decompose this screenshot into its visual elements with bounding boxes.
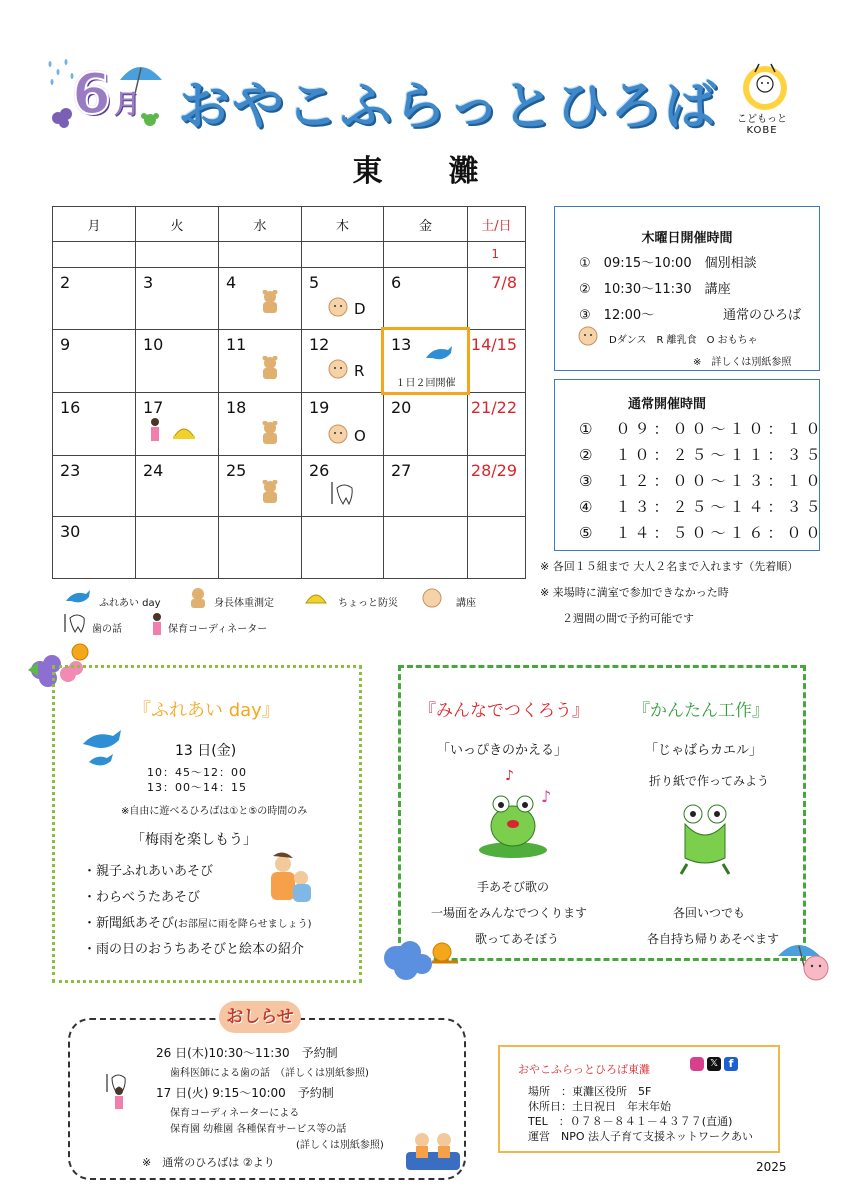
calendar-cell bbox=[53, 517, 136, 579]
svg-text:♪: ♪ bbox=[541, 787, 552, 806]
oshirase-footer: ※ 通常のひろばは ②より bbox=[142, 1156, 275, 1169]
fureai-heading: 『ふれあい day』 bbox=[133, 700, 280, 721]
legend-bousai: ちょっと防災 bbox=[338, 598, 398, 609]
calendar-cell bbox=[53, 330, 136, 393]
oshirase-badge bbox=[219, 1001, 301, 1033]
craft-section bbox=[398, 665, 806, 961]
calendar-cell bbox=[219, 456, 302, 517]
month-number: 6 bbox=[72, 62, 111, 127]
dolphin-icon bbox=[424, 344, 454, 364]
fureai-item-2: ・わらべうたあそび bbox=[83, 890, 201, 905]
bear-measure-icon bbox=[259, 421, 281, 445]
bear-measure-icon bbox=[259, 290, 281, 314]
page-title: おやこふらっとひろば bbox=[178, 77, 719, 137]
day-number: 5 bbox=[309, 273, 320, 292]
tsukuro-desc-2: 一場面をみんなでつくります bbox=[431, 906, 588, 920]
note-reserve: ２週間の間で予約可能です bbox=[562, 612, 694, 625]
day-number: 1 bbox=[491, 247, 499, 261]
fureai-time-1: 10：45～12：00 bbox=[147, 766, 247, 779]
day-number: 2 bbox=[60, 273, 71, 292]
tooth-icon bbox=[62, 612, 88, 634]
fureai-item-3: ・新聞紙あそび(お部屋に雨を降らせましょう) bbox=[83, 916, 312, 931]
instagram-icon[interactable] bbox=[690, 1057, 704, 1071]
tsukuro-song-title: 「いっぴきのかえる」 bbox=[437, 743, 568, 758]
event-letter: O bbox=[354, 427, 366, 445]
jabara-frog-icon bbox=[677, 802, 733, 876]
bear-measure-icon bbox=[188, 587, 208, 609]
calendar-cell bbox=[468, 330, 526, 393]
regular-box-title: 通常開催時間 bbox=[627, 397, 706, 412]
children-on-sofa-icon bbox=[404, 1126, 462, 1172]
thursday-hours-box bbox=[554, 206, 820, 371]
dolphin-icon bbox=[64, 589, 92, 607]
fureai-item-1: ・親子ふれあいあそび bbox=[83, 864, 214, 879]
day-number: 13 bbox=[391, 335, 412, 354]
pig-umbrella-icon bbox=[776, 938, 832, 990]
svg-text:♪: ♪ bbox=[505, 768, 514, 784]
calendar-table bbox=[52, 206, 526, 579]
note-full: ※ 来場時に満室で参加できなかった時 bbox=[540, 586, 729, 599]
legend-teeth: 歯の話 bbox=[92, 624, 122, 635]
info-org: 運営 NPO 法人子育て支援ネットワークあい bbox=[528, 1130, 754, 1143]
calendar-cell bbox=[136, 456, 219, 517]
info-tel: TEL ：０７８－８４１－４３７７(直通) bbox=[528, 1115, 733, 1128]
day-number: 4 bbox=[226, 273, 237, 292]
regular-hours-box bbox=[554, 379, 825, 551]
calendar-cell bbox=[302, 268, 384, 330]
calendar-cell bbox=[136, 330, 219, 393]
regular-line-5: ⑤ １４：５０～１６：００ bbox=[579, 524, 825, 542]
baby-kouza-icon bbox=[326, 423, 350, 445]
calendar-cell bbox=[384, 456, 468, 517]
day-number: 28/29 bbox=[470, 461, 517, 480]
day-number: 11 bbox=[226, 335, 247, 354]
calendar-cell bbox=[219, 517, 302, 579]
tooth-icon bbox=[328, 480, 356, 508]
info-title: おやこふらっとひろば東灘 bbox=[518, 1063, 650, 1076]
logo-text: こどもっと KOBE bbox=[737, 114, 787, 136]
singing-frog-icon bbox=[475, 766, 565, 862]
fureai-day-section bbox=[52, 665, 362, 983]
announcement-section bbox=[68, 1018, 466, 1180]
month-kanji: 月 bbox=[114, 90, 141, 120]
facility-info-box bbox=[498, 1045, 780, 1153]
facebook-icon[interactable]: f bbox=[724, 1057, 738, 1071]
calendar-cell bbox=[468, 268, 526, 330]
parent-child-icon bbox=[263, 850, 321, 908]
day-number: 20 bbox=[391, 398, 412, 417]
day-number: 26 bbox=[309, 461, 330, 480]
calendar-cell bbox=[53, 393, 136, 456]
fureai-time-2: 13：00～14：15 bbox=[147, 781, 247, 794]
calendar-cell bbox=[136, 242, 219, 268]
bousai-helmet-icon bbox=[172, 423, 196, 441]
info-place: 場所 ：東灘区役所 5F bbox=[528, 1085, 652, 1098]
bear-measure-icon bbox=[259, 480, 281, 504]
day-number: 7/8 bbox=[491, 273, 517, 292]
col-header-mon: 月 bbox=[53, 207, 136, 242]
kousaku-desc-1: 各回いつでも bbox=[673, 906, 746, 920]
calendar-cell bbox=[219, 393, 302, 456]
col-header-weekend: 土/日 bbox=[468, 207, 526, 242]
calendar-cell bbox=[384, 517, 468, 579]
bousai-helmet-icon bbox=[304, 589, 328, 607]
event-letter: R bbox=[354, 362, 365, 380]
thursday-detail-note: ※ 詳しくは別紙参照 bbox=[693, 357, 792, 368]
day-number: 19 bbox=[309, 398, 330, 417]
col-header-wed: 水 bbox=[219, 207, 302, 242]
calendar-cell bbox=[468, 456, 526, 517]
fureai-note: ※自由に遊べるひろばは①と⑤の時間のみ bbox=[121, 806, 308, 817]
kousaku-desc-2: 各自持ち帰りあそべます bbox=[647, 932, 780, 946]
thursday-legend: Dダンス R 離乳食 O おもちゃ bbox=[609, 335, 758, 346]
oshirase-item-1-date: 26 日(木)10:30～11:30 予約制 bbox=[156, 1046, 338, 1060]
legend-fureai: ふれあい day bbox=[99, 598, 161, 609]
day-number: 6 bbox=[391, 273, 402, 292]
page-subtitle: 東 灘 bbox=[352, 154, 497, 189]
baby-kouza-icon bbox=[326, 296, 350, 318]
day-number: 12 bbox=[309, 335, 330, 354]
kousaku-heading: 『かんたん工作』 bbox=[633, 701, 769, 721]
calendar-cell bbox=[219, 242, 302, 268]
coordinator-icon bbox=[148, 417, 162, 447]
col-header-tue: 火 bbox=[136, 207, 219, 242]
oshirase-item-1-desc: 歯科医師による歯の話 （詳しくは別紙参照) bbox=[170, 1068, 369, 1079]
calendar-cell bbox=[468, 242, 526, 268]
oshirase-item-2-desc-2: 保育園 幼稚園 各種保育サービス等の話 bbox=[170, 1124, 347, 1135]
bear-measure-icon bbox=[259, 356, 281, 380]
col-header-fri: 金 bbox=[384, 207, 468, 242]
tsukuro-desc-3: 歌ってあそぼう bbox=[475, 932, 560, 946]
calendar-cell bbox=[136, 268, 219, 330]
day-number: 27 bbox=[391, 461, 412, 480]
fureai-theme: 「梅雨を楽しもう」 bbox=[131, 832, 257, 848]
day-number: 16 bbox=[60, 398, 81, 417]
calendar-cell bbox=[302, 242, 384, 268]
calendar-cell bbox=[53, 242, 136, 268]
day-number: 10 bbox=[143, 335, 164, 354]
calendar-cell bbox=[384, 242, 468, 268]
day-number: 30 bbox=[60, 522, 81, 541]
calendar-cell bbox=[302, 393, 384, 456]
oshirase-item-2-desc-1: 保育コーディネーターによる bbox=[170, 1108, 300, 1119]
legend-kouza: 講座 bbox=[456, 598, 476, 609]
legend-measure: 身長体重測定 bbox=[214, 598, 274, 609]
regular-line-3: ③ １２：００～１３：１０ bbox=[579, 472, 825, 490]
coordinator-icon bbox=[150, 612, 164, 638]
kousaku-title: 「じゃばらカエル」 bbox=[645, 743, 763, 758]
day-number: 18 bbox=[226, 398, 247, 417]
info-closed: 休所日：土日祝日 年末年始 bbox=[528, 1100, 671, 1113]
event-letter: D bbox=[354, 300, 366, 318]
calendar-cell bbox=[53, 268, 136, 330]
thursday-line-2: ② 10:30～11:30 講座 bbox=[579, 282, 731, 297]
day-number: 21/22 bbox=[470, 398, 517, 417]
oshirase-item-2-date: 17 日(火) 9:15～10:00 予約制 bbox=[156, 1086, 334, 1100]
col-header-thu: 木 bbox=[302, 207, 384, 242]
tsukuro-desc-1: 手あそび歌の bbox=[477, 880, 550, 894]
calendar-cell bbox=[302, 456, 384, 517]
calendar-cell bbox=[302, 330, 384, 393]
calendar-cell bbox=[384, 393, 468, 456]
baby-kouza-icon bbox=[326, 358, 350, 380]
day-number: 25 bbox=[226, 461, 247, 480]
calendar-cell bbox=[136, 393, 219, 456]
event-note: １日２回開催 bbox=[395, 378, 456, 389]
coordinator-icon bbox=[112, 1086, 126, 1112]
thursday-line-3: ③ 12:00～ 通常のひろば bbox=[579, 308, 802, 323]
regular-line-2: ② １０：２５～１１：３５ bbox=[579, 446, 825, 464]
day-number: 23 bbox=[60, 461, 81, 480]
regular-line-1: ① ０９：００～１０：１０ bbox=[579, 420, 825, 438]
dolphins-icon bbox=[81, 728, 127, 768]
thursday-box-title: 木曜日開催時間 bbox=[641, 231, 733, 246]
note-capacity: ※ 各回１５組まで 大人２名まで入れます（先着順） bbox=[540, 560, 799, 573]
x-twitter-icon[interactable]: 𝕏 bbox=[707, 1057, 721, 1071]
oshirase-item-2-desc-3: (詳しくは別紙参照) bbox=[296, 1140, 384, 1151]
calendar-cell bbox=[302, 517, 384, 579]
baby-kouza-icon bbox=[421, 587, 443, 609]
day-number: 17 bbox=[143, 398, 164, 417]
tsukuro-heading: 『みんなでつくろう』 bbox=[419, 701, 589, 721]
calendar-cell bbox=[384, 330, 468, 393]
oshirase-title: おしらせ bbox=[226, 1007, 294, 1027]
day-number: 9 bbox=[60, 335, 71, 354]
day-number: 14/15 bbox=[470, 335, 517, 354]
baby-kouza-icon bbox=[577, 325, 599, 347]
hydrangea-snail-icon bbox=[376, 932, 466, 990]
day-number: 3 bbox=[143, 273, 154, 292]
calendar-cell bbox=[468, 517, 526, 579]
calendar-cell bbox=[136, 517, 219, 579]
month-badge bbox=[68, 62, 146, 126]
footer-year: 2025 bbox=[756, 1160, 787, 1174]
calendar-cell bbox=[219, 330, 302, 393]
kousaku-desc: 折り紙で作ってみよう bbox=[649, 774, 770, 788]
regular-line-4: ④ １３：２５～１４：３５ bbox=[579, 498, 825, 516]
calendar-cell bbox=[384, 268, 468, 330]
calendar-cell bbox=[53, 456, 136, 517]
fureai-item-4: ・雨の日のおうちあそびと絵本の紹介 bbox=[83, 942, 305, 957]
thursday-line-1: ① 09:15～10:00 個別相談 bbox=[579, 256, 757, 271]
fureai-date: 13 日(金) bbox=[175, 743, 237, 759]
day-number: 24 bbox=[143, 461, 164, 480]
calendar-cell bbox=[219, 268, 302, 330]
legend-coordinator: 保育コーディネーター bbox=[168, 624, 268, 635]
